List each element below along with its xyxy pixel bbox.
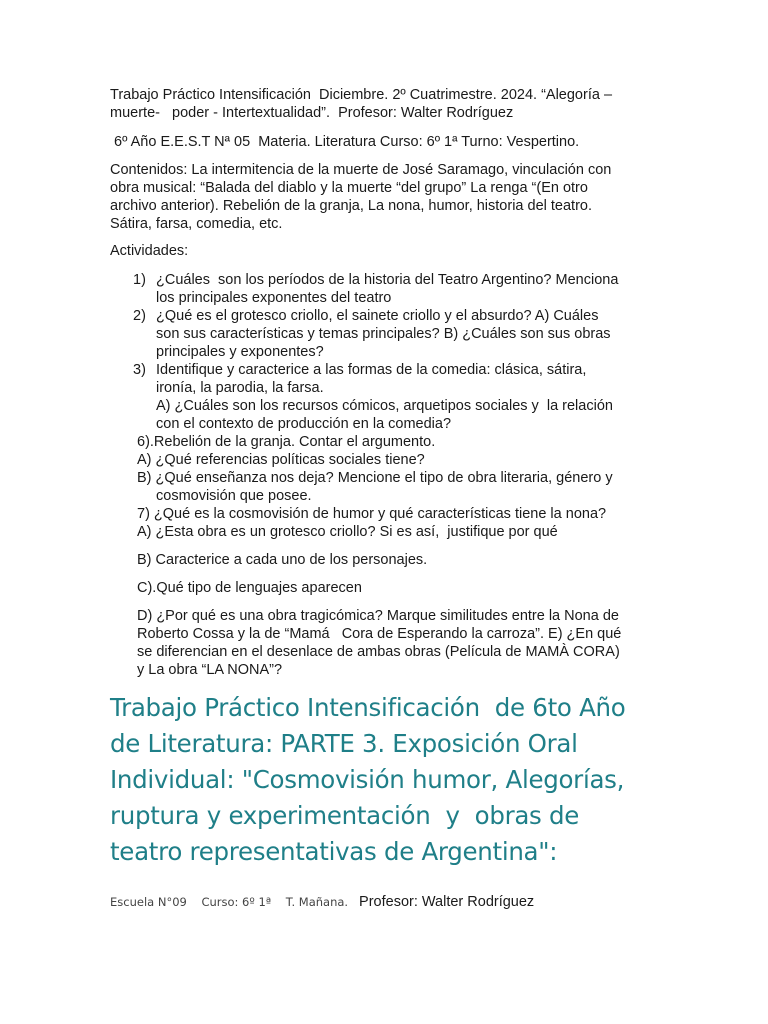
heading-line-2: de Literatura: PARTE 3. Exposición Oral: [110, 729, 578, 758]
list-item: 7) ¿Qué es la cosmovisión de humor y qué características tiene la nona?: [137, 506, 607, 522]
list-item: son sus características y temas principales? B) ¿Cuáles son sus obras: [156, 326, 611, 342]
course-info-line: 6º Año E.E.S.T Nª 05 Materia. Literatura Curso: 6º 1ª Turno: Vespertino.: [110, 134, 580, 150]
footer-line: [110, 893, 534, 911]
list-number: 1): [133, 272, 146, 288]
section-heading: [110, 690, 625, 870]
header-line-1: Trabajo Práctico Intensificación Diciembre. 2º Cuatrimestre. 2024. “Alegoría –: [110, 87, 613, 103]
list-item: ¿Qué es el grotesco criollo, el sainete criollo y el absurdo? A) Cuáles: [156, 308, 599, 324]
list-item: se diferencian en el desenlace de ambas obras (Película de MAMÀ CORA): [137, 644, 620, 660]
list-item: A) ¿Cuáles son los recursos cómicos, arquetipos sociales y la relación: [156, 398, 613, 414]
school-info: Escuela N°09 Curso: 6º 1ª T. Mañana.: [110, 895, 360, 909]
list-item: D) ¿Por qué es una obra tragicómica? Marque similitudes entre la Nona de: [137, 608, 619, 624]
contenidos-line-2: obra musical: “Balada del diablo y la muerte “del grupo” La renga “(En otro: [110, 180, 588, 196]
list-item: B) Caracterice a cada uno de los personajes.: [137, 552, 428, 568]
list-item: ironía, la parodia, la farsa.: [156, 380, 324, 396]
heading-line-3: Individual: "Cosmovisión humor, Alegorías,: [110, 765, 625, 794]
list-item: B) ¿Qué enseñanza nos deja? Mencione el tipo de obra literaria, género y: [137, 470, 613, 486]
list-number: 2): [133, 308, 146, 324]
list-item: y La obra “LA NONA”?: [137, 662, 283, 678]
list-item: Roberto Cossa y la de “Mamá Cora de Esperando la carroza”. E) ¿En qué: [137, 626, 622, 642]
contenidos-line-4: Sátira, farsa, comedia, etc.: [110, 216, 283, 232]
heading-line-1: Trabajo Práctico Intensificación de 6to Año: [110, 693, 626, 722]
list-item: 6).Rebelión de la granja. Contar el argumento.: [137, 434, 436, 450]
list-item: A) ¿Qué referencias políticas sociales tiene?: [137, 452, 425, 468]
contenidos-line-1: Contenidos: La intermitencia de la muerte de José Saramago, vinculación con: [110, 162, 612, 178]
list-item: ¿Cuáles son los períodos de la historia del Teatro Argentino? Menciona: [156, 272, 619, 288]
list-item: cosmovisión que posee.: [156, 488, 312, 504]
list-item: A) ¿Esta obra es un grotesco criollo? Si es así, justifique por qué: [137, 524, 558, 540]
heading-line-4: ruptura y experimentación y obras de: [110, 801, 580, 830]
list-item: con el contexto de producción en la comedia?: [156, 416, 452, 432]
list-item: Identifique y caracterice a las formas de la comedia: clásica, sátira,: [156, 362, 587, 378]
list-item: C).Qué tipo de lenguajes aparecen: [137, 580, 362, 596]
actividades-label: Actividades:: [110, 243, 189, 259]
heading-line-5: teatro representativas de Argentina":: [110, 837, 558, 866]
list-number: 3): [133, 362, 146, 378]
list-item: los principales exponentes del teatro: [156, 290, 392, 306]
header-line-2: muerte- poder - Intertextualidad”. Profesor: Walter Rodríguez: [110, 105, 514, 121]
contenidos-line-3: archivo anterior). Rebelión de la granja, La nona, humor, historia del teatro.: [110, 198, 593, 214]
professor-name: Profesor: Walter Rodríguez: [359, 894, 535, 910]
list-item: principales y exponentes?: [156, 344, 324, 360]
